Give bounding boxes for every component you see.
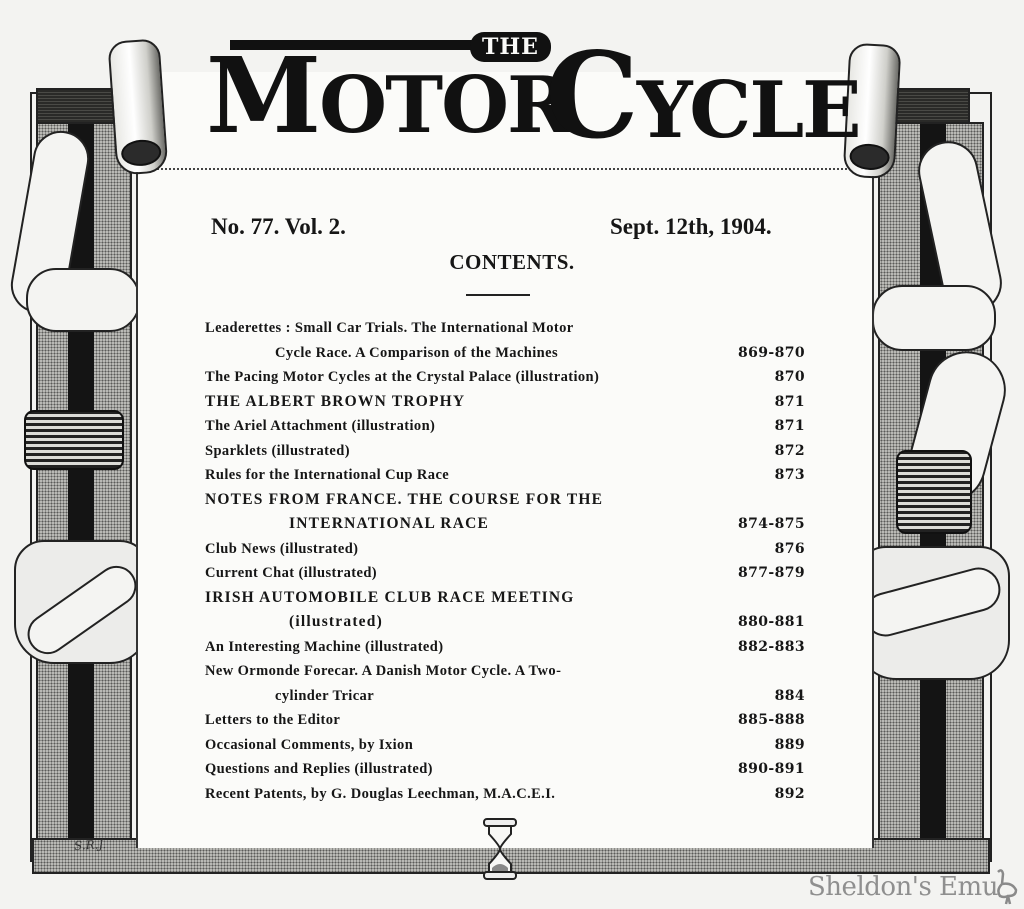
dot-leader: [443, 773, 705, 775]
entry-pages: 885-888: [737, 712, 805, 728]
dot-leader: [459, 479, 705, 481]
entry-title-line: Sparklets (illustrated): [205, 442, 350, 459]
entry-title-line: Leaderettes : Small Car Trials. The International Motor: [205, 320, 574, 336]
contents-entry: [205, 463, 805, 488]
entry-title-line: New Ormonde Forecar. A Danish Motor Cycle. A Two-: [205, 663, 562, 679]
entry-title: [205, 390, 465, 415]
entry-title: [205, 708, 340, 733]
entry-title: [205, 659, 561, 708]
entry-pages: 890-891: [737, 761, 805, 777]
contents-entry: [205, 757, 805, 782]
entry-pages: 870: [774, 369, 805, 385]
entry-title: [205, 414, 435, 439]
watermark-text: Sheldon's Emu: [808, 872, 998, 902]
entry-title: [205, 561, 377, 586]
contents-entry: [205, 708, 805, 733]
dot-leader: [423, 748, 705, 750]
entry-title-line: Recent Patents, by G. Douglas Leechman, M.A.C.E.I.: [205, 785, 556, 802]
contents-entry: [205, 414, 805, 439]
contents-entry: [205, 733, 805, 758]
dot-leader: [387, 577, 705, 579]
contents-entry: [205, 659, 805, 708]
entry-pages: 876: [774, 540, 805, 557]
entry-title: [205, 316, 574, 365]
entry-title-line: NOTES FROM FRANCE. THE COURSE FOR THE: [205, 490, 604, 508]
entry-pages: 882-883: [737, 638, 805, 655]
contents-entry: [205, 390, 805, 415]
entry-title-line: Letters to the Editor: [205, 712, 341, 728]
contents-entry: [205, 316, 805, 365]
contents-heading: CONTENTS.: [449, 250, 575, 274]
entry-pages: 871: [774, 418, 805, 434]
contents-list: [205, 316, 805, 806]
masthead-cycle: CYCLE: [545, 26, 860, 165]
entry-pages: 873: [774, 467, 805, 483]
entry-title-line: INTERNATIONAL RACE: [289, 515, 490, 532]
scroll-icon: [107, 38, 168, 175]
entry-pages: 869-870: [737, 344, 805, 361]
contents-entry: [205, 537, 805, 562]
contents-entry: [205, 635, 805, 660]
dot-leader: [360, 454, 705, 456]
dot-leader: [368, 552, 705, 554]
contents-entry: [205, 365, 805, 390]
entry-title-line: (illustrated): [289, 613, 383, 630]
emu-icon: [990, 868, 1020, 906]
entry-title-line: IRISH AUTOMOBILE CLUB RACE MEETING: [205, 588, 575, 606]
entry-pages: 874-875: [737, 516, 805, 532]
entry-title: [205, 488, 603, 537]
contents-entry: [205, 782, 805, 807]
ribbon-icon: [872, 285, 996, 351]
entry-pages: 872: [774, 442, 805, 459]
entry-title: [205, 463, 449, 488]
entry-title: [205, 537, 358, 562]
entry-title-line: Cycle Race. A Comparison of the Machines: [275, 344, 559, 361]
issue-date: Sept. 12th, 1904.: [610, 214, 772, 239]
entry-title: [205, 586, 575, 635]
masthead: [200, 18, 860, 165]
divider: [466, 294, 530, 296]
entry-title: [205, 757, 433, 782]
contents-entry: [205, 439, 805, 464]
entry-pages: 892: [774, 785, 805, 802]
dot-leader: [453, 650, 705, 652]
entry-pages: 884: [774, 687, 805, 704]
dot-leader: [445, 430, 705, 432]
artist-signature: S.R.J.: [73, 837, 107, 853]
entry-title: [205, 733, 413, 758]
dot-leader: [613, 528, 705, 530]
masthead-motor: MOTOR: [206, 34, 570, 157]
entry-title-line: Club News (illustrated): [205, 540, 359, 557]
entry-title-line: Occasional Comments, by Ixion: [205, 736, 414, 753]
masthead-the: THE: [470, 32, 551, 62]
entry-pages: 877-879: [737, 565, 805, 581]
contents-entry: [205, 488, 805, 537]
contents-entry: [205, 586, 805, 635]
entry-title-line: Current Chat (illustrated): [205, 565, 378, 581]
engine-cylinder-icon: [896, 450, 972, 534]
dot-leader: [571, 699, 705, 701]
entry-title-line: The Pacing Motor Cycles at the Crystal Palace (illustration): [205, 369, 600, 385]
hourglass-icon: [482, 818, 518, 880]
entry-title-line: THE ALBERT BROWN TROPHY: [205, 392, 466, 410]
entry-title-line: Rules for the International Cup Race: [205, 467, 450, 483]
engine-cylinder-icon: [24, 410, 124, 470]
entry-title: [205, 365, 599, 390]
entry-title: [205, 439, 350, 464]
entry-pages: 871: [774, 393, 805, 410]
entry-title: [205, 782, 555, 807]
entry-title-line: cylinder Tricar: [275, 687, 375, 704]
entry-title-line: An Interesting Machine (illustrated): [205, 638, 444, 655]
dot-leader: [609, 381, 705, 383]
dot-leader: [350, 724, 705, 726]
ribbon-icon: [26, 268, 140, 332]
entry-pages: 889: [774, 736, 805, 753]
entry-title-line: Questions and Replies (illustrated): [205, 761, 433, 777]
contents-entry: [205, 561, 805, 586]
dot-leader: [584, 356, 705, 358]
dot-leader: [565, 797, 705, 799]
dot-leader: [585, 626, 705, 628]
issue-number: No. 77. Vol. 2.: [211, 214, 346, 239]
dot-leader: [475, 405, 705, 407]
entry-pages: 880-881: [737, 614, 805, 630]
entry-title: [205, 635, 443, 660]
entry-title-line: The Ariel Attachment (illustration): [205, 418, 436, 434]
